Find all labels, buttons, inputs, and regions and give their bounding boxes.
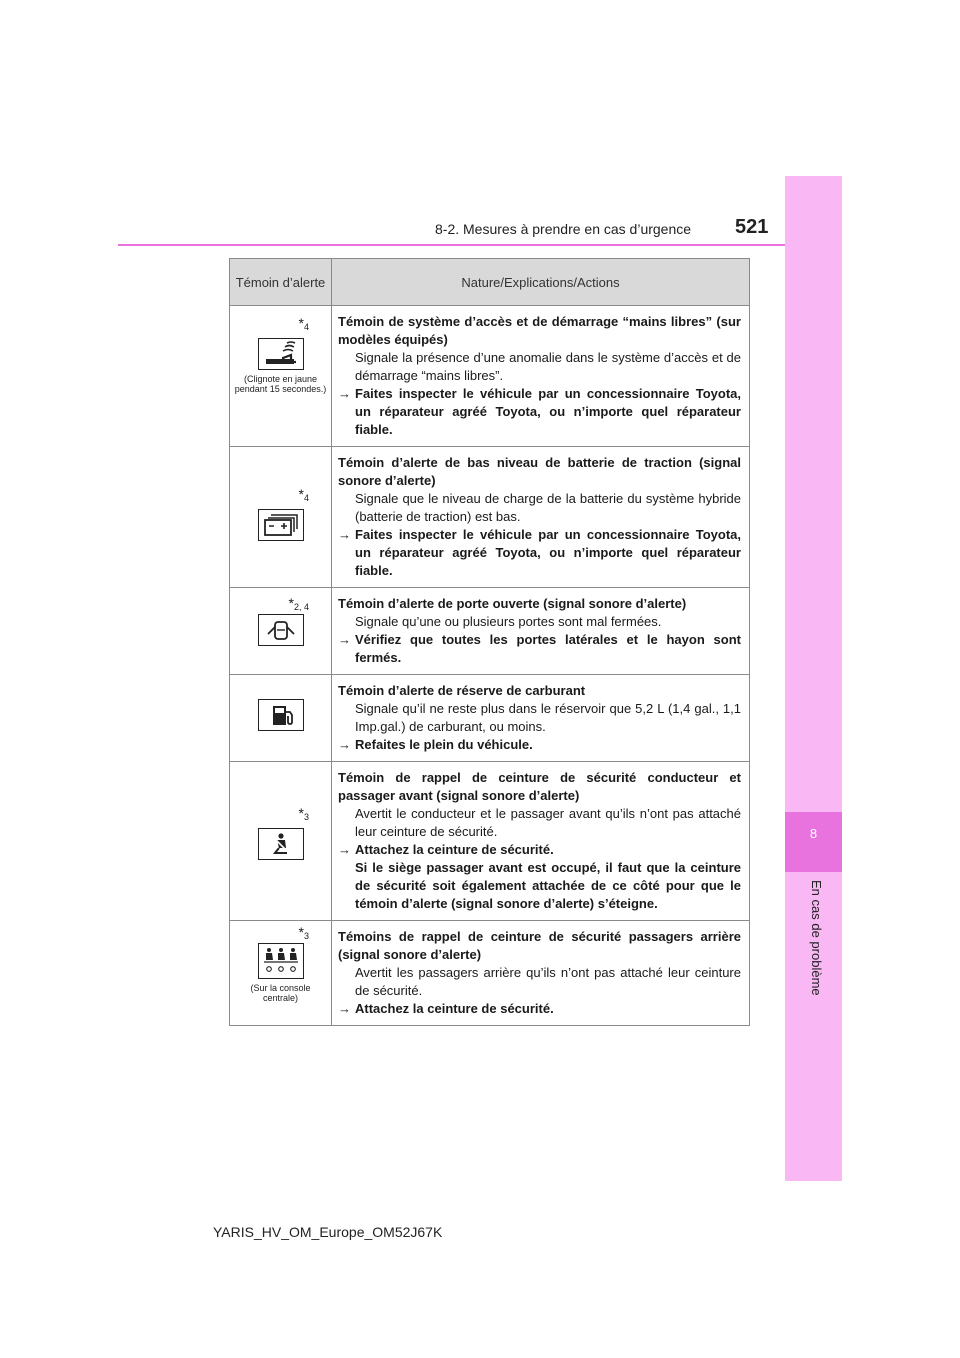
description-cell [332, 675, 750, 762]
row-title: Témoin d’alerte de réserve de carburant [338, 683, 586, 698]
table-row [230, 588, 750, 675]
traction-battery-icon [258, 509, 304, 541]
icon-note: (Clignote en jaune pendant 15 secondes.) [234, 374, 327, 394]
warning-light-table [229, 258, 750, 1026]
arrow-icon: → [338, 527, 351, 542]
footnote-mark: $*_3$ [298, 805, 309, 822]
row-body: Avertit les passagers arrière qu’ils n’ont pas attaché leur ceinture de sécurité. [355, 965, 741, 998]
row-action: → Attachez la ceinture de sécurité. [338, 842, 554, 857]
arrow-icon: → [338, 1001, 351, 1016]
row-action: → Vérifiez que toutes les portes latérales et le hayon sont fermés. [338, 632, 741, 665]
section-heading: 8-2. Mesures à prendre en cas d’urgence [435, 221, 692, 237]
col-header-light: Témoin d’alerte [230, 259, 332, 306]
seatbelt-icon [258, 828, 304, 860]
table-row [230, 447, 750, 588]
footnote-mark: $*_3$ [298, 924, 309, 941]
row-body: Signale que le niveau de charge de la batterie du système hybride (batterie de traction) est bas. [355, 491, 741, 524]
description-cell [332, 306, 750, 447]
smart-key-warning-icon [258, 338, 304, 370]
description-cell [332, 447, 750, 588]
description-cell [332, 921, 750, 1026]
arrow-icon: → [338, 842, 351, 857]
document-id: YARIS_HV_OM_Europe_OM52J67K [213, 1224, 443, 1240]
row-title: Témoin de rappel de ceinture de sécurité conducteur et passager avant (signal sonore d’alerte) [338, 770, 741, 803]
row-title: Témoin d’alerte de porte ouverte (signal sonore d’alerte) [338, 596, 687, 611]
row-action-note: Si le siège passager avant est occupé, il faut que la ceinture de sécurité soit également attachée de ce côté pour que le témoin d’alerte (signal sonore d’alerte) s’éteigne. [355, 860, 741, 911]
open-door-icon [258, 614, 304, 646]
row-body: Signale qu’il ne reste plus dans le réservoir que 5,2 L (1,4 gal., 1,1 Imp.gal.) de carburant, ou moins. [355, 701, 741, 734]
chapter-number: 8 [809, 826, 818, 841]
icon-cell [230, 306, 332, 447]
arrow-icon: → [338, 632, 351, 647]
row-body: Signale qu’une ou plusieurs portes sont mal fermées. [355, 614, 662, 629]
icon-cell [230, 762, 332, 921]
description-cell [332, 762, 750, 921]
table-header-row [230, 259, 750, 306]
chapter-side-tab [785, 176, 842, 1181]
footnote-mark: $*_{2, 4}$ [288, 595, 309, 612]
arrow-icon: → [338, 737, 351, 752]
chapter-tab-active[interactable] [785, 812, 842, 872]
arrow-icon: → [338, 386, 351, 401]
icon-cell [230, 921, 332, 1026]
col-header-nature: Nature/Explications/Actions [332, 259, 750, 306]
row-title: Témoin de système d’accès et de démarrage “mains libres” (sur modèles équipés) [338, 314, 741, 347]
footnote-mark [230, 675, 331, 699]
row-action: → Faites inspecter le véhicule par un concessionnaire Toyota, un réparateur agréé Toyota, ou n’importe quel réparateur fiable. [338, 527, 741, 578]
page-number: 521 [735, 216, 769, 238]
header-rule [118, 244, 785, 246]
chapter-label: En cas de problème [809, 880, 824, 996]
table-row [230, 921, 750, 1026]
row-action: → Attachez la ceinture de sécurité. [338, 1001, 554, 1016]
rear-seatbelt-icon [258, 943, 304, 979]
description-cell [332, 588, 750, 675]
icon-cell [230, 588, 332, 675]
icon-note: (Sur la console centrale) [250, 983, 311, 1003]
footnote-mark: $*_4$ [298, 486, 309, 503]
row-title: Témoin d’alerte de bas niveau de batterie de traction (signal sonore d’alerte) [338, 455, 741, 488]
footnote-mark: $*_4$ [298, 315, 309, 332]
row-body: Avertit le conducteur et le passager avant qu’ils n’ont pas attaché leur ceinture de sécurité. [355, 806, 741, 839]
row-body: Signale la présence d’une anomalie dans le système d’accès et de démarrage “mains libres”. [355, 350, 741, 383]
icon-cell [230, 675, 332, 762]
table-row [230, 675, 750, 762]
icon-cell [230, 447, 332, 588]
row-title: Témoins de rappel de ceinture de sécurité passagers arrière (signal sonore d’alerte) [338, 929, 741, 962]
row-action: → Faites inspecter le véhicule par un concessionnaire Toyota, un réparateur agréé Toyota, ou n’importe quel réparateur fiable. [338, 386, 741, 437]
table-row [230, 306, 750, 447]
row-action: → Refaites le plein du véhicule. [338, 737, 533, 752]
table-row [230, 762, 750, 921]
fuel-pump-icon [258, 699, 304, 731]
